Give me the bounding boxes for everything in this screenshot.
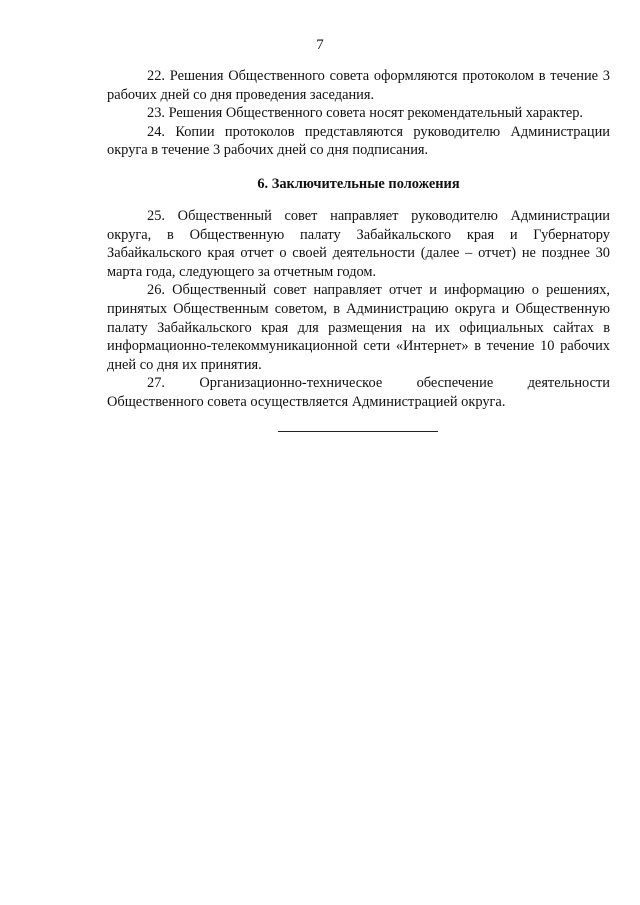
section-6-body xyxy=(107,207,610,412)
paragraph-23: 23. Решения Общественного совета носят рекомендательный характер. xyxy=(147,105,584,122)
paragraph-26: 26. Общественный совет направляет отчет и информацию о решениях, принятых Общественным советом, в Администрацию округа и Общественную палату Забайкальского края для размещения на их официальных сайтах в информационно-телекоммуникационной сети «Интернет» в течение 10 рабочих дней со дня их принятия. xyxy=(107,282,610,373)
paragraph-22: 22. Решения Общественного совета оформляются протоколом в течение 3 рабочих дней со дня проведения заседания. xyxy=(107,68,610,103)
end-of-document-rule xyxy=(278,431,438,432)
page-number: 7 xyxy=(316,37,324,53)
paragraph-27: 27. Организационно-техническое обеспечение деятельности Общественного совета осуществляется Администрацией округа. xyxy=(107,375,610,410)
section-5-tail xyxy=(107,67,610,160)
section-6-heading: 6. Заключительные положения xyxy=(257,176,460,192)
paragraph-25: 25. Общественный совет направляет руководителю Администрации округа, в Общественную палату Забайкальского края и Губернатору Забайкальского края отчет о своей деятельности (далее – отчет) не позднее 30 марта года, следующего за отчетным годом. xyxy=(107,208,610,280)
paragraph-24: 24. Копии протоколов представляются руководителю Администрации округа в течение 3 рабочих дней со дня подписания. xyxy=(107,123,610,159)
